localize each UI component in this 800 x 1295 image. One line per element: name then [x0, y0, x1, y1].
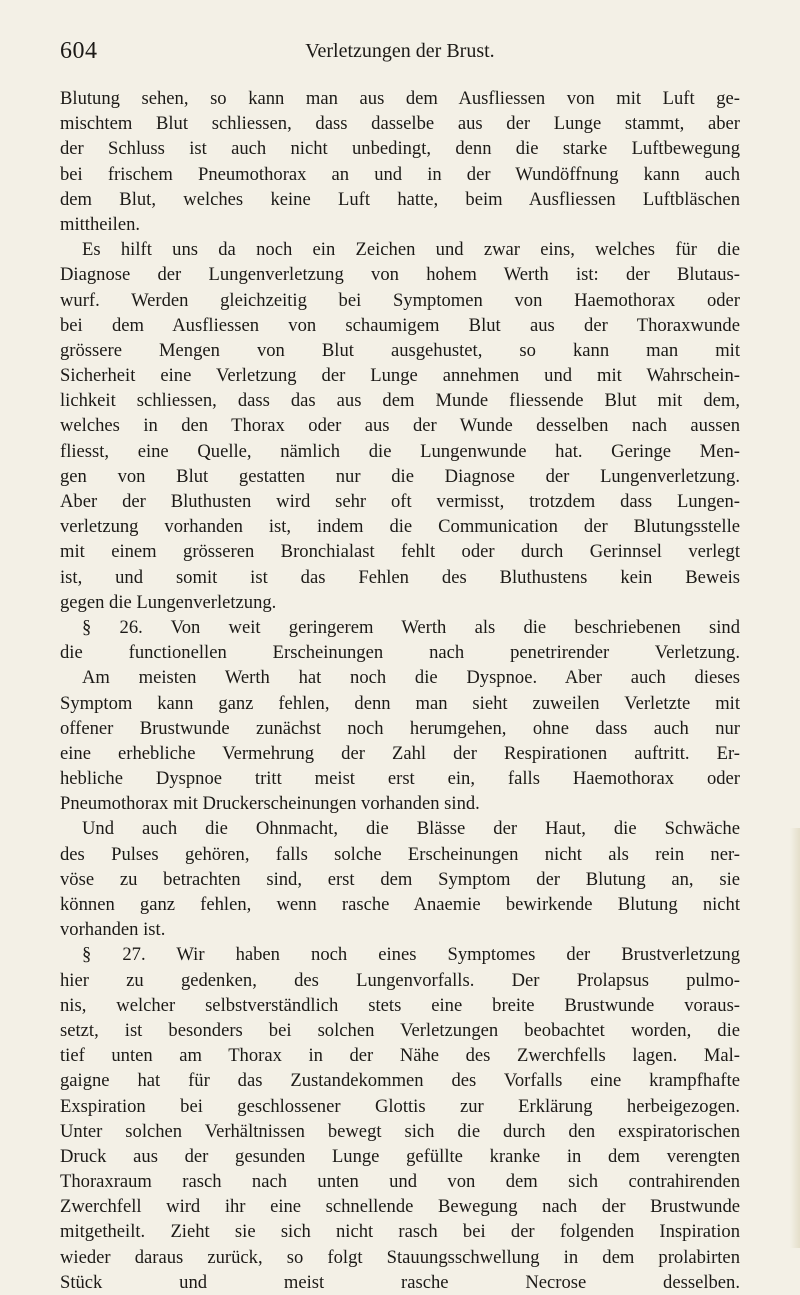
text-line: hebliche Dyspnoe tritt meist erst ein, falls Haemothorax oder — [60, 768, 740, 790]
text-line: mitgetheilt. Zieht sie sich nicht rasch bei der folgenden Inspiration — [60, 1221, 740, 1243]
page-edge-shading — [790, 828, 800, 1248]
text-line: wieder daraus zurück, so folgt Stauungsschwellung in dem prolabirten — [60, 1246, 740, 1268]
text-line: eine erhebliche Vermehrung der Zahl der Respirationen auftritt. Er- — [60, 742, 740, 764]
text-line: Es hilft uns da noch ein Zeichen und zwar eins, welches für die — [82, 239, 740, 261]
text-line: Sicherheit eine Verletzung der Lunge annehmen und mit Wahrschein- — [60, 365, 740, 387]
text-line: verletzung vorhanden ist, indem die Communication der Blutungsstelle — [60, 516, 740, 538]
text-line: Aber der Bluthusten wird sehr oft vermisst, trotzdem dass Lungen- — [60, 491, 740, 512]
text-line: Unter solchen Verhältnissen bewegt sich die durch den exspiratorischen — [60, 1120, 740, 1142]
text-line: Pneumothorax mit Druckerscheinungen vorhanden sind. — [60, 793, 480, 815]
text-line: § 27. Wir haben noch eines Symptomes der Brustverletzung — [82, 944, 740, 966]
text-line: vöse zu betrachten sind, erst dem Symptom der Blutung an, sie — [60, 868, 740, 890]
text-line: vorhanden ist. — [60, 919, 166, 941]
text-line: bei frischem Pneumothorax an und in der Wundöffnung kann auch — [60, 163, 740, 185]
text-line: grössere Mengen von Blut ausgehustet, so kann man mit — [60, 339, 740, 361]
text-line: die functionellen Erscheinungen nach penetrirender Verletzung. — [60, 642, 740, 664]
text-line: Und auch die Ohnmacht, die Blässe der Haut, die Schwäche — [82, 818, 740, 840]
body-text — [60, 86, 740, 1295]
text-line: nis, welcher selbstverständlich stets eine breite Brustwunde voraus- — [60, 994, 740, 1016]
text-line: Diagnose der Lungenverletzung von hohem Werth ist: der Blutaus- — [60, 264, 740, 286]
text-line: gen von Blut gestatten nur die Diagnose der Lungenverletzung. — [60, 465, 740, 487]
text-line: wurf. Werden gleichzeitig bei Symptomen von Haemothorax oder — [60, 289, 740, 311]
running-head: Verletzungen der Brust. — [305, 40, 495, 62]
text-line: offener Brustwunde zunächst noch herumgehen, ohne dass auch nur — [60, 717, 740, 739]
text-line: Zwerchfell wird ihr eine schnellende Bewegung nach der Brustwunde — [60, 1196, 740, 1218]
text-line: Symptom kann ganz fehlen, denn man sieht zuweilen Verletzte mit — [60, 692, 740, 714]
text-line: mit einem grösseren Bronchialast fehlt oder durch Gerinnsel verlegt — [60, 541, 740, 563]
text-line: Druck aus der gesunden Lunge gefüllte kranke in dem verengten — [60, 1145, 740, 1167]
text-line: fliesst, eine Quelle, nämlich die Lungenwunde hat. Geringe Men- — [60, 440, 740, 462]
text-line: dem Blut, welches keine Luft hatte, beim Ausfliessen Luftbläschen — [60, 188, 740, 210]
text-line: gegen die Lungenverletzung. — [60, 591, 277, 613]
text-line: ist, und somit ist das Fehlen des Bluthustens kein Beweis — [60, 566, 740, 588]
text-line: welches in den Thorax oder aus der Wunde desselben nach aussen — [60, 415, 740, 437]
text-line: des Pulses gehören, falls solche Erscheinungen nicht als rein ner- — [60, 843, 740, 865]
text-line: tief unten am Thorax in der Nähe des Zwerchfells lagen. Mal- — [60, 1045, 740, 1067]
text-line: gaigne hat für das Zustandekommen des Vorfalls eine krampfhafte — [60, 1070, 740, 1092]
text-line: mischtem Blut schliessen, dass dasselbe aus der Lunge stammt, aber — [60, 113, 740, 135]
text-line: setzt, ist besonders bei solchen Verletzungen beobachtet worden, die — [60, 1019, 740, 1041]
page-number: 604 — [60, 38, 98, 64]
text-line: lichkeit schliessen, dass das aus dem Munde fliessende Blut mit dem, — [60, 390, 740, 412]
text-line: hier zu gedenken, des Lungenvorfalls. Der Prolapsus pulmo- — [60, 969, 740, 991]
text-line: Am meisten Werth hat noch die Dyspnoe. Aber auch dieses — [82, 667, 740, 689]
text-line: können ganz fehlen, wenn rasche Anaemie bewirkende Blutung nicht — [60, 894, 740, 915]
text-line: der Schluss ist auch nicht unbedingt, denn die starke Luftbewegung — [60, 138, 740, 160]
text-line: mittheilen. — [60, 213, 141, 235]
text-line: bei dem Ausfliessen von schaumigem Blut aus der Thoraxwunde — [60, 314, 740, 336]
text-line: § 26. Von weit geringerem Werth als die beschriebenen sind — [82, 616, 740, 638]
text-line: Exspiration bei geschlossener Glottis zur Erklärung herbeigezogen. — [60, 1095, 740, 1117]
page-header — [60, 38, 740, 68]
text-line: Stück und meist rasche Necrose desselben. — [60, 1271, 740, 1293]
text-line: Thoraxraum rasch nach unten und von dem sich contrahirenden — [60, 1171, 740, 1193]
text-line: Blutung sehen, so kann man aus dem Ausfliessen von mit Luft ge- — [60, 88, 740, 109]
